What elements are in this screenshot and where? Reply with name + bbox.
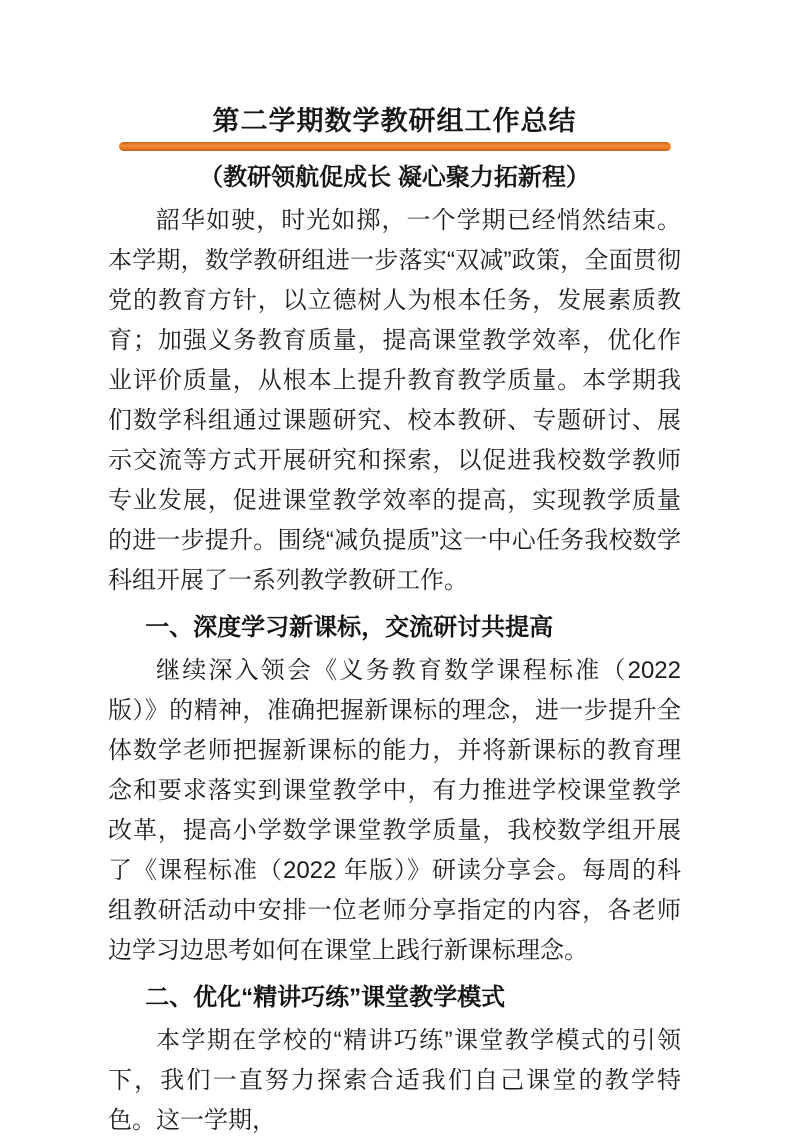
document-subtitle: （教研领航促成长 凝心聚力拓新程） <box>199 164 590 191</box>
paragraph-section-2: 本学期在学校的“精讲巧练”课堂教学模式的引领下，我们一直努力探索合适我们自己课堂的教学特色。这一学期， <box>108 1027 681 1134</box>
document-body <box>108 201 681 1141</box>
document-title: 第二学期数学教研组工作总结 <box>212 106 577 136</box>
paragraph-section-1: 继续深入领会《义务教育数学课程标准（2022 版）》的精神，准确把握新课标的理念，进一步提升全体数学老师把握新课标的能力，并将新课标的教育理念和要求落实到课堂教学中，有力推进学校课堂教学改革，提高小学数学课堂教学质量，我校数学组开展了《课程标准（2022 年版）》研读分享会。每周的科组教研活动中安排一位老师分享指定的内容，各老师边学习边思考如何在课堂上践行新课标理念。 <box>108 657 681 964</box>
title-underline-rule <box>119 142 671 151</box>
section-heading-2: 二、优化“精讲巧练”课堂教学模式 <box>145 984 506 1011</box>
section-heading-1: 一、深度学习新课标，交流研讨共提高 <box>145 614 554 641</box>
paragraph-intro: 韶华如驶，时光如掷，一个学期已经悄然结束。本学期，数学教研组进一步落实“双减”政策，全面贯彻党的教育方针，以立德树人为根本任务，发展素质教育；加强义务教育质量，提高课堂教学效率，优化作业评价质量，从根本上提升教育教学质量。本学期我们数学科组通过课题研究、校本教研、专题研讨、展示交流等方式开展研究和探索，以促进我校数学教师专业发展，促进课堂教学效率的提高，实现教学质量的进一步提升。围绕“减负提质”这一中心任务我校数学科组开展了一系列教学教研工作。 <box>108 207 681 594</box>
